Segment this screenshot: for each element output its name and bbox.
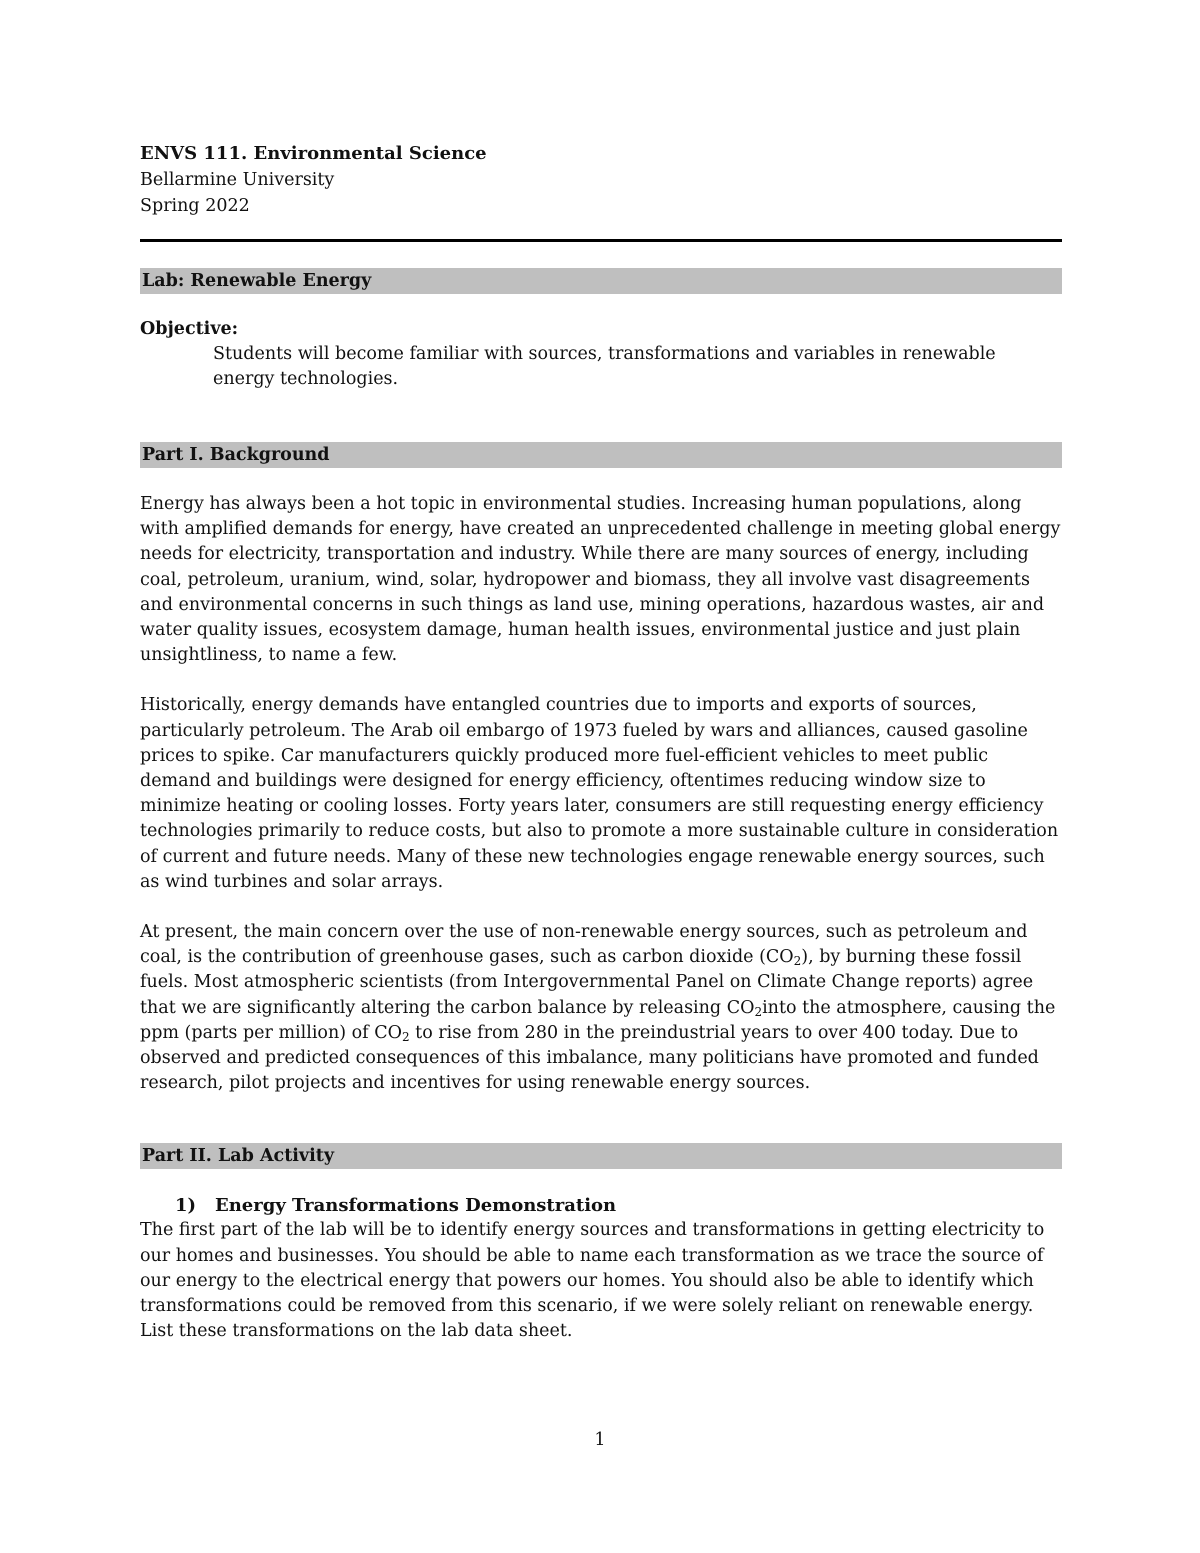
para3-text-4: to rise from 280 in the preindustrial years to over 400 today. Due to observed and predicted consequences of this imbalance, many politicians have promoted and funded research, pilot projects and incentives for using renewable energy sources. bbox=[140, 1022, 1039, 1094]
objective-heading: Objective: bbox=[140, 319, 239, 339]
co2-subscript: 2 bbox=[401, 1029, 410, 1044]
activity-1-heading bbox=[175, 1193, 1062, 1218]
background-paragraph-1: Energy has always been a hot topic in environmental studies. Increasing human populations, along with amplified demands for energy, have created an unprecedented challenge in meeting global energy needs for electricity, transportation and industry. While there are many sources of energy, including coal, petroleum, uranium, wind, solar, hydropower and biomass, they all involve vast disagreements and environmental concerns in such things as land use, mining operations, hazardous wastes, air and water quality issues, ecosystem damage, human health issues, environmental justice and just plain unsightliness, to name a few. bbox=[140, 494, 1061, 666]
co2-subscript: 2 bbox=[754, 1004, 763, 1019]
term-label: Spring 2022 bbox=[140, 196, 250, 216]
background-paragraph-2: Historically, energy demands have entangled countries due to imports and exports of sources, particularly petroleum. The Arab oil embargo of 1973 fueled by wars and alliances, caused gasoline prices to spike. Car manufacturers quickly produced more fuel-efficient vehicles to meet public demand and buildings were designed for energy efficiency, oftentimes reducing window size to minimize heating or cooling losses. Forty years later, consumers are still requesting energy efficiency technologies primarily to reduce costs, but also to promote a more sustainable culture in consideration of current and future needs. Many of these new technologies engage renewable energy sources, such as wind turbines and solar arrays. bbox=[140, 695, 1059, 892]
lab-title-bar: Lab: Renewable Energy bbox=[140, 268, 1062, 294]
objective-text: Students will become familiar with sources, transformations and variables in renewable energy technologies. bbox=[213, 344, 996, 389]
document-header bbox=[140, 140, 1062, 219]
co2-subscript: 2 bbox=[793, 954, 802, 969]
background-paragraph-3 bbox=[140, 920, 1062, 1096]
activity-1-text: The first part of the lab will be to identify energy sources and transformations in getting electricity to our homes and businesses. You should be able to name each transformation as we trace the source of our energy to the electrical energy that powers our homes. You should also be able to identify which transformations could be removed from this scenario, if we were solely reliant on renewable energy. List these transformations on the lab data sheet. bbox=[140, 1220, 1045, 1342]
activity-1-number: 1) bbox=[175, 1195, 197, 1217]
para3-text-1: At present, the main concern over the use of non-renewable energy sources, such as petroleum and coal, is the contribution of greenhouse gases, such as carbon dioxide (CO bbox=[140, 922, 1028, 968]
course-title: ENVS 111. Environmental Science bbox=[140, 143, 487, 164]
page-number: 1 bbox=[594, 1430, 606, 1450]
part1-heading-bar: Part I. Background bbox=[140, 442, 1062, 468]
part2-heading-bar: Part II. Lab Activity bbox=[140, 1143, 1062, 1169]
university-name: Bellarmine University bbox=[140, 170, 335, 190]
para3-text-2: ), by burning these fossil fuels. Most atmospheric scientists (from Intergovernmental Panel on Climate Change reports) agree that we are significantly altering the carbon balance by releasing CO bbox=[140, 947, 1034, 1018]
para3-text-3: into the atmosphere, causing the ppm (parts per million) of CO bbox=[140, 997, 1056, 1043]
activity-1-title: Energy Transformations Demonstration bbox=[215, 1195, 617, 1217]
page-content bbox=[140, 140, 1062, 1344]
header-divider bbox=[140, 239, 1062, 242]
